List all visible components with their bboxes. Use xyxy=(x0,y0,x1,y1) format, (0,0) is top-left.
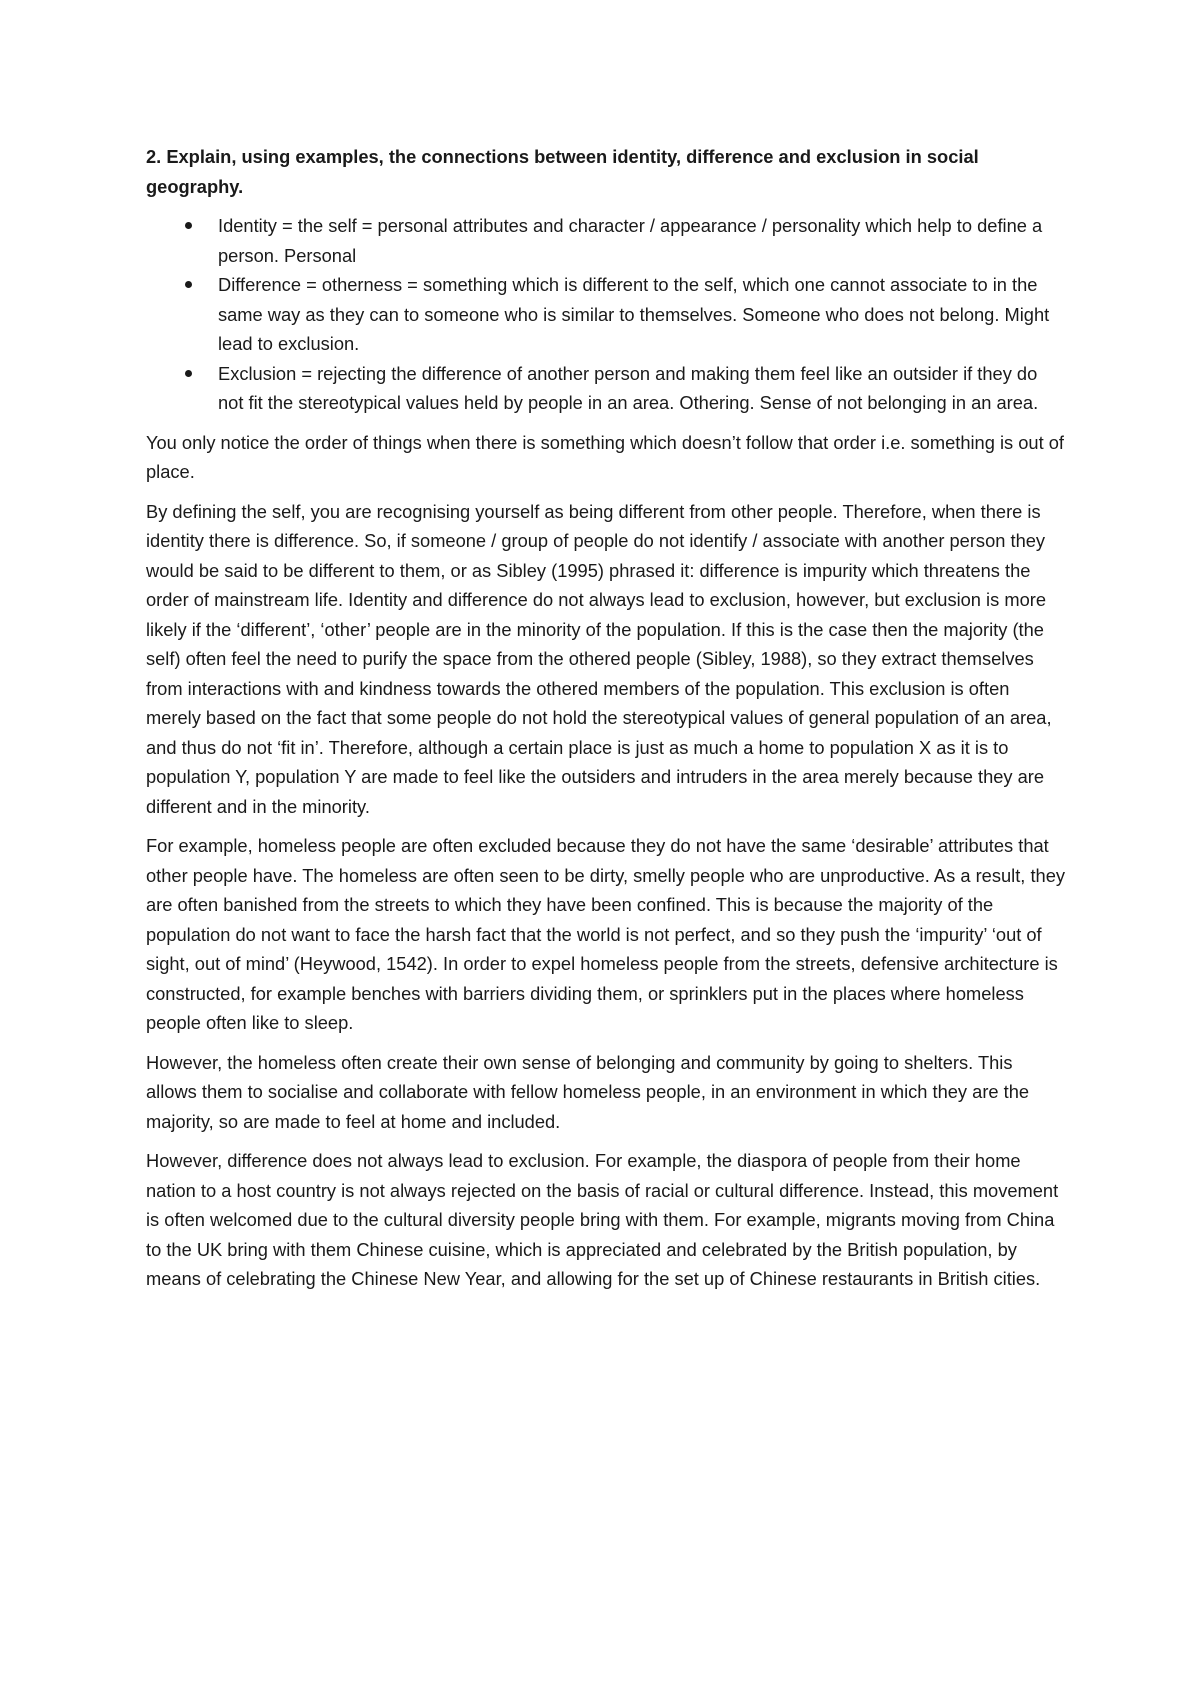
question-heading: 2. Explain, using examples, the connections between identity, difference and exclusion in social geography. xyxy=(146,146,979,197)
list-item-identity xyxy=(146,211,1066,270)
paragraph-homeless-belonging: However, the homeless often create their own sense of belonging and community by going to shelters. This allows them to socialise and collaborate with fellow homeless people, in an environment in which they are the majority, so are made to feel at home and included. xyxy=(146,1051,1030,1132)
bullet-icon xyxy=(185,281,192,288)
list-item-difference xyxy=(146,270,1066,359)
list-item-text: Exclusion = rejecting the difference of another person and making them feel like an outsider if they do not fit the stereotypical values held by people in an area. Othering. Sense of not belonging in an area. xyxy=(218,362,1039,413)
document-page xyxy=(146,142,1066,1304)
paragraph-diaspora: However, difference does not always lead to exclusion. For example, the diaspora of people from their home nation to a host country is not always rejected on the basis of racial or cultural difference. Instead, this movement is often welcomed due to the cultural diversity people bring with them. For example, migrants moving from China to the UK bring with them Chinese cuisine, which is appreciated and celebrated by the British population, by means of celebrating the Chinese New Year, and allowing for the set up of Chinese restaurants in British cities. xyxy=(146,1150,1059,1289)
list-item-text: Identity = the self = personal attributes and character / appearance / personality which help to define a person. Personal xyxy=(218,215,1043,266)
paragraph-homeless-example: For example, homeless people are often excluded because they do not have the same ‘desirable’ attributes that other people have. The homeless are often seen to be dirty, smelly people who are unproductive. As a result, they are often banished from the streets to which they have been confined. This is because the majority of the population do not want to face the harsh fact that the world is not perfect, and so they push the ‘impurity’ ‘out of sight, out of mind’ (Heywood, 1542). In order to expel homeless people from the streets, defensive architecture is constructed, for example benches with barriers dividing them, or sprinklers put in the places where homeless people often like to sleep. xyxy=(146,835,1066,1033)
bullet-icon xyxy=(185,222,192,229)
definitions-list xyxy=(146,211,1066,418)
paragraph-defining-self: By defining the self, you are recognising yourself as being different from other people. Therefore, when there is identity there is difference. So, if someone / group of people do not identify / associate with another person they would be said to be different to them, or as Sibley (1995) phrased it: difference is impurity which threatens the order of mainstream life. Identity and difference do not always lead to exclusion, however, but exclusion is more likely if the ‘different’, ‘other’ people are in the minority of the population. If this is the case then the majority (the self) often feel the need to purify the space from the othered people (Sibley, 1988), so they extract themselves from interactions with and kindness towards the othered members of the population. This exclusion is often merely based on the fact that some people do not hold the stereotypical values of general population of an area, and thus do not ‘fit in’. Therefore, although a certain place is just as much a home to population X as it is to population Y, population Y are made to feel like the outsiders and intruders in the area merely because they are different and in the minority. xyxy=(146,500,1052,817)
bullet-icon xyxy=(185,370,192,377)
list-item-exclusion xyxy=(146,359,1066,418)
paragraph-order: You only notice the order of things when there is something which doesn’t follow that order i.e. something is out of place. xyxy=(146,431,1064,482)
list-item-text: Difference = otherness = something which is different to the self, which one cannot associate to in the same way as they can to someone who is similar to themselves. Someone who does not belong. Might lead to exclusion. xyxy=(218,274,1050,354)
